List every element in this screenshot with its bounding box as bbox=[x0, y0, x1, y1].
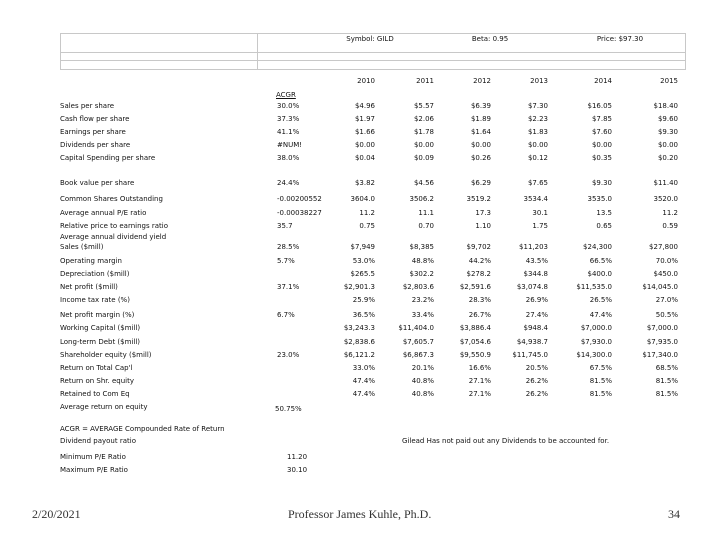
row-label: Average annual P/E ratio bbox=[60, 209, 147, 217]
acgr-note: ACGR = AVERAGE Compounded Rate of Return bbox=[60, 425, 225, 433]
year-header: 2012 bbox=[473, 77, 491, 85]
row-label: Capital Spending per share bbox=[60, 154, 156, 162]
table-cell: 1.10 bbox=[475, 222, 491, 230]
table-cell: 3535.0 bbox=[587, 195, 612, 203]
table-cell: 0.65 bbox=[596, 222, 612, 230]
table-cell: $1.78 bbox=[413, 128, 434, 136]
table-cell: 23.2% bbox=[411, 296, 434, 304]
table-cell: $6.39 bbox=[470, 102, 491, 110]
table-cell: $1.66 bbox=[354, 128, 375, 136]
table-cell: $0.04 bbox=[354, 154, 375, 162]
table-cell: $24,300 bbox=[583, 243, 612, 251]
acgr-value: 50.75% bbox=[275, 405, 302, 413]
price-label: Price: $97.30 bbox=[596, 35, 644, 43]
table-cell: $8,385 bbox=[409, 243, 434, 251]
table-cell: $9,550.9 bbox=[459, 351, 491, 359]
year-header: 2011 bbox=[416, 77, 434, 85]
acgr-value: 41.1% bbox=[277, 128, 300, 136]
table-cell: $0.00 bbox=[591, 141, 612, 149]
table-cell: $265.5 bbox=[350, 270, 375, 278]
acgr-value: 38.0% bbox=[277, 154, 300, 162]
table-cell: 17.3 bbox=[475, 209, 491, 217]
row-label: Book value per share bbox=[60, 179, 135, 187]
grid-line bbox=[60, 69, 685, 70]
table-cell: 68.5% bbox=[655, 364, 678, 372]
footer-date: 2/20/2021 bbox=[32, 507, 81, 521]
table-cell: 33.4% bbox=[411, 311, 434, 319]
table-cell: $0.35 bbox=[591, 154, 612, 162]
year-header: 2014 bbox=[594, 77, 612, 85]
acgr-value: 6.7% bbox=[277, 311, 295, 319]
dividend-payout-label: Dividend payout ratio bbox=[60, 437, 136, 445]
row-label: Shareholder equity ($mill) bbox=[60, 351, 152, 359]
row-label: Income tax rate (%) bbox=[60, 296, 130, 304]
row-label: Dividends per share bbox=[60, 141, 131, 149]
table-cell: $11,745.0 bbox=[512, 351, 548, 359]
table-cell: $4.56 bbox=[413, 179, 434, 187]
footer-page: 34 bbox=[668, 507, 680, 521]
table-cell: $7.85 bbox=[591, 115, 612, 123]
row-label: Return on Shr. equity bbox=[60, 377, 134, 385]
table-cell: 30.1 bbox=[532, 209, 548, 217]
table-cell: $7,605.7 bbox=[402, 338, 434, 346]
row-label: Earnings per share bbox=[60, 128, 126, 136]
year-header: 2013 bbox=[530, 77, 548, 85]
table-cell: 11.2 bbox=[359, 209, 375, 217]
table-cell: 47.4% bbox=[589, 311, 612, 319]
table-cell: 3604.0 bbox=[350, 195, 375, 203]
table-cell: $9.30 bbox=[591, 179, 612, 187]
table-cell: $18.40 bbox=[653, 102, 678, 110]
footer-author: Professor James Kuhle, Ph.D. bbox=[288, 507, 432, 521]
row-label: Cash flow per share bbox=[60, 115, 130, 123]
table-cell: $0.12 bbox=[527, 154, 548, 162]
row-label: Operating margin bbox=[60, 257, 122, 265]
table-cell: 27.1% bbox=[468, 377, 491, 385]
table-cell: $2,838.6 bbox=[343, 338, 375, 346]
table-cell: $0.00 bbox=[657, 141, 678, 149]
table-cell: $302.2 bbox=[409, 270, 434, 278]
table-cell: $9.30 bbox=[657, 128, 678, 136]
table-cell: $6,121.2 bbox=[343, 351, 375, 359]
table-cell: $11,535.0 bbox=[576, 283, 612, 291]
row-label: Sales per share bbox=[60, 102, 115, 110]
row-label: Net profit margin (%) bbox=[60, 311, 135, 319]
dividend-note: Gilead Has not paid out any Dividends to be accounted for. bbox=[402, 437, 610, 445]
acgr-value: -0.00038227 bbox=[277, 209, 322, 217]
table-cell: 20.1% bbox=[411, 364, 434, 372]
table-cell: 36.5% bbox=[352, 311, 375, 319]
table-cell: $7,054.6 bbox=[459, 338, 491, 346]
table-cell: $2,901.3 bbox=[343, 283, 375, 291]
symbol-label: Symbol: GILD bbox=[346, 35, 394, 43]
acgr-value: 37.3% bbox=[277, 115, 300, 123]
year-header: 2015 bbox=[660, 77, 678, 85]
table-cell: $4,938.7 bbox=[516, 338, 548, 346]
table-cell: $6.29 bbox=[470, 179, 491, 187]
table-cell: 50.5% bbox=[655, 311, 678, 319]
acgr-header: ACGR bbox=[276, 91, 296, 99]
table-cell: $1.97 bbox=[354, 115, 375, 123]
table-cell: 3534.4 bbox=[523, 195, 548, 203]
table-cell: 48.8% bbox=[411, 257, 434, 265]
table-cell: 43.5% bbox=[525, 257, 548, 265]
table-cell: 81.5% bbox=[589, 390, 612, 398]
grid-line bbox=[60, 52, 685, 53]
row-label: Sales ($mill) bbox=[60, 243, 104, 251]
table-cell: $7.60 bbox=[591, 128, 612, 136]
table-cell: $3.82 bbox=[354, 179, 375, 187]
table-cell: $5.57 bbox=[413, 102, 434, 110]
table-cell: $0.26 bbox=[470, 154, 491, 162]
table-cell: 81.5% bbox=[589, 377, 612, 385]
table-cell: 26.5% bbox=[589, 296, 612, 304]
acgr-value: 5.7% bbox=[277, 257, 295, 265]
table-cell: 33.0% bbox=[352, 364, 375, 372]
min-pe-value: 11.20 bbox=[287, 453, 308, 461]
grid-line bbox=[60, 33, 61, 70]
table-cell: $7.30 bbox=[527, 102, 548, 110]
table-cell: 3506.2 bbox=[409, 195, 434, 203]
table-cell: $16.05 bbox=[587, 102, 612, 110]
table-cell: $1.89 bbox=[470, 115, 491, 123]
table-cell: 81.5% bbox=[655, 390, 678, 398]
table-cell: $2,803.6 bbox=[402, 283, 434, 291]
row-label: Working Capital ($mill) bbox=[60, 324, 141, 332]
table-cell: $7.65 bbox=[527, 179, 548, 187]
table-cell: $11,203 bbox=[519, 243, 548, 251]
table-cell: $0.00 bbox=[527, 141, 548, 149]
table-cell: 47.4% bbox=[352, 377, 375, 385]
table-cell: 67.5% bbox=[589, 364, 612, 372]
acgr-value: -0.00200552 bbox=[277, 195, 322, 203]
table-cell: $9,702 bbox=[466, 243, 491, 251]
row-label: Retained to Com Eq bbox=[60, 390, 130, 398]
table-cell: $0.00 bbox=[354, 141, 375, 149]
table-cell: $9.60 bbox=[657, 115, 678, 123]
table-cell: 3519.2 bbox=[466, 195, 491, 203]
table-cell: $450.0 bbox=[653, 270, 678, 278]
table-cell: 40.8% bbox=[411, 390, 434, 398]
min-pe-label: Minimum P/E Ratio bbox=[60, 453, 126, 461]
row-label: Average return on equity bbox=[60, 403, 148, 411]
table-cell: 1.75 bbox=[532, 222, 548, 230]
table-cell: $278.2 bbox=[466, 270, 491, 278]
table-cell: $7,000.0 bbox=[646, 324, 678, 332]
acgr-value: 37.1% bbox=[277, 283, 300, 291]
table-cell: $11.40 bbox=[653, 179, 678, 187]
row-label: Net profit ($mill) bbox=[60, 283, 118, 291]
table-cell: 53.0% bbox=[352, 257, 375, 265]
row-label: Relative price to earnings ratio bbox=[60, 222, 168, 230]
table-cell: 26.9% bbox=[525, 296, 548, 304]
grid-line bbox=[60, 60, 685, 61]
grid-line bbox=[685, 33, 686, 70]
table-cell: 44.2% bbox=[468, 257, 491, 265]
table-cell: 26.2% bbox=[525, 390, 548, 398]
grid-line bbox=[257, 33, 258, 70]
acgr-value: 28.5% bbox=[277, 243, 300, 251]
table-cell: $0.20 bbox=[657, 154, 678, 162]
table-cell: 26.7% bbox=[468, 311, 491, 319]
table-cell: $3,074.8 bbox=[516, 283, 548, 291]
table-cell: $7,949 bbox=[350, 243, 375, 251]
beta-label: Beta: 0.95 bbox=[471, 35, 509, 43]
table-cell: $7,930.0 bbox=[580, 338, 612, 346]
table-cell: $400.0 bbox=[587, 270, 612, 278]
table-cell: $3,886.4 bbox=[459, 324, 491, 332]
table-cell: 27.1% bbox=[468, 390, 491, 398]
table-cell: 25.9% bbox=[352, 296, 375, 304]
table-cell: $3,243.3 bbox=[343, 324, 375, 332]
table-cell: 26.2% bbox=[525, 377, 548, 385]
table-cell: $2.23 bbox=[527, 115, 548, 123]
table-cell: $2,591.6 bbox=[459, 283, 491, 291]
table-cell: $4.96 bbox=[354, 102, 375, 110]
table-cell: 27.0% bbox=[655, 296, 678, 304]
table-cell: 11.1 bbox=[418, 209, 434, 217]
acgr-value: 30.0% bbox=[277, 102, 300, 110]
table-cell: 13.5 bbox=[596, 209, 612, 217]
table-cell: 47.4% bbox=[352, 390, 375, 398]
table-cell: 0.70 bbox=[418, 222, 434, 230]
table-cell: $1.83 bbox=[527, 128, 548, 136]
acgr-value: 24.4% bbox=[277, 179, 300, 187]
table-cell: 11.2 bbox=[662, 209, 678, 217]
table-cell: 66.5% bbox=[589, 257, 612, 265]
table-cell: $11,404.0 bbox=[398, 324, 434, 332]
table-cell: 40.8% bbox=[411, 377, 434, 385]
row-label: Average annual dividend yield bbox=[60, 233, 167, 241]
table-cell: $6,867.3 bbox=[402, 351, 434, 359]
table-cell: 0.59 bbox=[662, 222, 678, 230]
table-cell: $0.00 bbox=[413, 141, 434, 149]
table-cell: $7,935.0 bbox=[646, 338, 678, 346]
max-pe-label: Maximum P/E Ratio bbox=[60, 466, 128, 474]
row-label: Long-term Debt ($mill) bbox=[60, 338, 140, 346]
table-cell: $0.09 bbox=[413, 154, 434, 162]
table-cell: $17,340.0 bbox=[642, 351, 678, 359]
acgr-value: 35.7 bbox=[277, 222, 293, 230]
table-cell: 0.75 bbox=[359, 222, 375, 230]
table-cell: $1.64 bbox=[470, 128, 491, 136]
acgr-value: 23.0% bbox=[277, 351, 300, 359]
table-cell: 70.0% bbox=[655, 257, 678, 265]
table-cell: 27.4% bbox=[525, 311, 548, 319]
row-label: Common Shares Outstanding bbox=[60, 195, 163, 203]
table-cell: 16.6% bbox=[468, 364, 491, 372]
table-cell: $948.4 bbox=[523, 324, 548, 332]
grid-line bbox=[60, 33, 685, 34]
row-label: Return on Total Cap'l bbox=[60, 364, 133, 372]
table-cell: 20.5% bbox=[525, 364, 548, 372]
table-cell: 81.5% bbox=[655, 377, 678, 385]
table-cell: $0.00 bbox=[470, 141, 491, 149]
row-label: Depreciation ($mill) bbox=[60, 270, 130, 278]
table-cell: $344.8 bbox=[523, 270, 548, 278]
table-cell: $14,300.0 bbox=[576, 351, 612, 359]
table-cell: $27,800 bbox=[649, 243, 678, 251]
table-cell: 3520.0 bbox=[653, 195, 678, 203]
table-cell: 28.3% bbox=[468, 296, 491, 304]
table-cell: $7,000.0 bbox=[580, 324, 612, 332]
max-pe-value: 30.10 bbox=[287, 466, 308, 474]
table-cell: $2.06 bbox=[413, 115, 434, 123]
table-cell: $14,045.0 bbox=[642, 283, 678, 291]
acgr-value: #NUM! bbox=[277, 141, 303, 149]
year-header: 2010 bbox=[357, 77, 375, 85]
